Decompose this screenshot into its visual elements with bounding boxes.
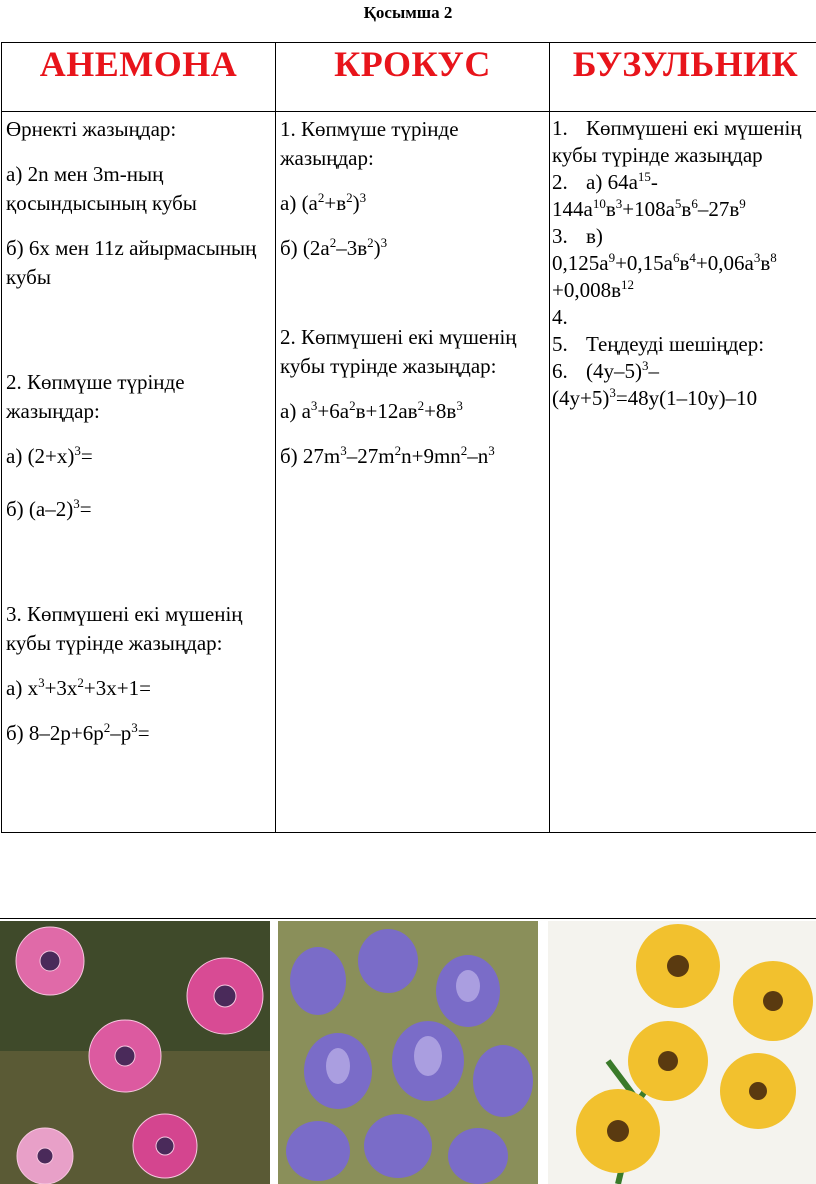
list-item-3: 3. в) $0,125a^9+0,15a^6в^4+0,06a^3в^8$ $+0,008в^{12}$ xyxy=(552,223,816,304)
ligularia-photo xyxy=(548,921,816,1184)
task-1a: а) $(a^2+в^2)^3$ xyxy=(280,189,545,218)
task-2-heading: 2. Көпмүшені екі мүшенің кубы түрінде жазыңдар: xyxy=(280,323,545,381)
task-3b: б) $8-2p+6p^2-p^3=$ xyxy=(6,719,271,748)
task-2b: б) $27m^3-27m^2n+9mn^2-n^3$ xyxy=(280,442,545,471)
page-title: Қосымша 2 xyxy=(0,3,816,23)
list-item-6: 6. $(4y-5)^3-$ $(4y+5)^3=48y(1-10y)-10$ xyxy=(552,358,816,412)
task-intro: Өрнекті жазыңдар: xyxy=(6,115,271,144)
list-item-1: 1. Көпмүшені екі мүшенің кубы түрінде жазыңдар xyxy=(552,115,816,169)
flower-photos xyxy=(0,918,816,1184)
header-anemone: АНЕМОНА xyxy=(40,44,238,84)
task-2-heading: 2. Көпмүше түрінде жазыңдар: xyxy=(6,368,271,426)
task-1a: а) 2n мен 3m-ның қосындысының кубы xyxy=(6,160,271,218)
task-1-heading: 1. Көпмүше түрінде жазыңдар: xyxy=(280,115,545,173)
anemone-tasks xyxy=(2,112,276,833)
list-item-2: 2. а) $64a^{15}-$ $144a^{10}в^3+108a^5в^6-27в^9$ xyxy=(552,169,816,223)
crocus-tasks xyxy=(276,112,550,833)
task-3a: а) $x^3+3x^2+3x+1=$ xyxy=(6,674,271,703)
crocus-photo xyxy=(278,921,538,1184)
list-item-5: 5. Теңдеуді шешіңдер: xyxy=(552,331,816,358)
header-row xyxy=(2,43,816,112)
list-item-4: 4. xyxy=(552,304,816,331)
task-3-heading: 3. Көпмүшені екі мүшенің кубы түрінде жазыңдар: xyxy=(6,600,271,658)
header-buzulnik: БУЗУЛЬНИК xyxy=(573,44,799,84)
tasks-row xyxy=(2,112,816,833)
anemone-photo xyxy=(0,921,270,1184)
task-1b: б) 6x мен 11z айырмасының кубы xyxy=(6,234,271,292)
task-2a: а) $(2+x)^3=$ xyxy=(6,442,271,471)
task-2b: б) $(а-2)^3=$ xyxy=(6,495,271,524)
task-table xyxy=(1,42,816,833)
header-crocus: КРОКУС xyxy=(334,44,491,84)
task-2a: а) $a^3+6a^2в+12aв^2+8в^3$ xyxy=(280,397,545,426)
buzulnik-tasks xyxy=(550,112,816,833)
task-1b: б) $(2a^2-3в^2)^3$ xyxy=(280,234,545,263)
